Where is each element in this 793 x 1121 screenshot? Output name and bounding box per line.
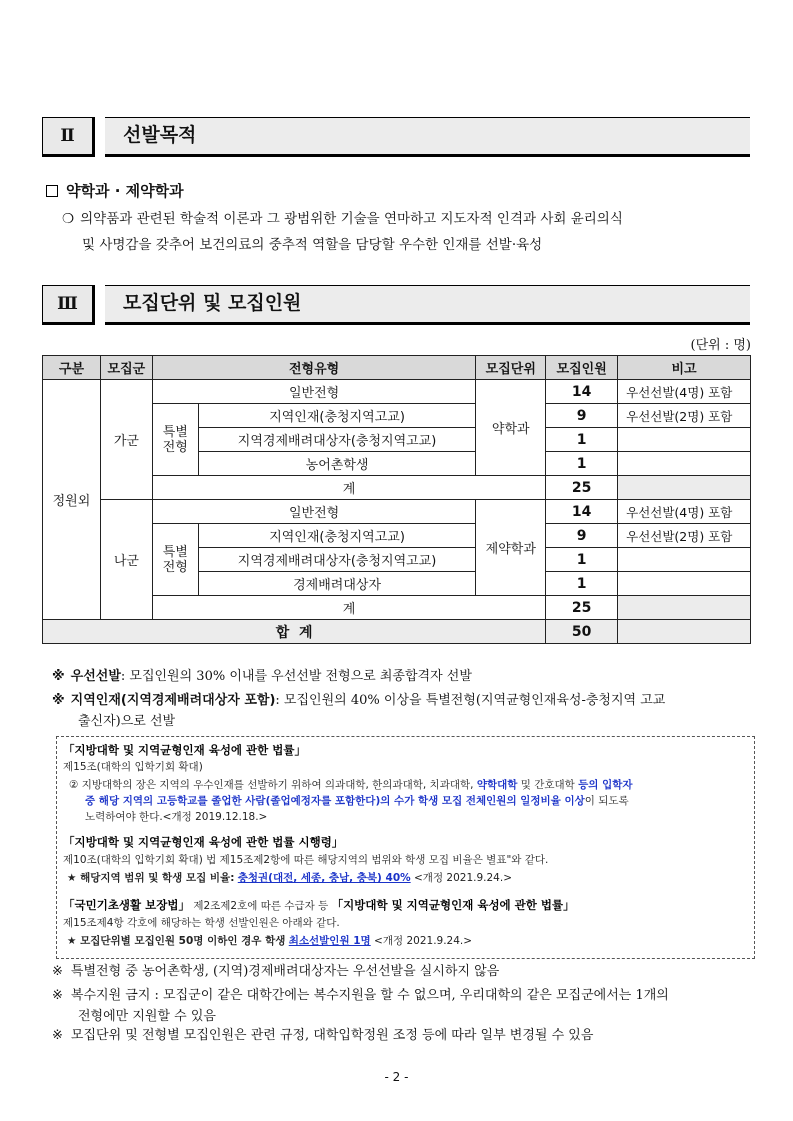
law2-star-line [67,871,512,885]
total-label: 합 계 [43,620,546,644]
law3-title-line [63,898,575,913]
note-bold: 우선선발 [70,669,121,684]
law1-title: 「지방대학 및 지역균형인재 육성에 관한 법률」 [63,743,306,757]
law1-paragraph-2 [85,794,629,808]
special-label-cell: 특별 전형 [152,404,198,476]
count-cell: 9 [546,524,618,548]
table-header-row [43,356,751,380]
total-note [618,620,751,644]
count-cell: 14 [546,380,618,404]
law2-star: ★ 해당지역 범위 및 학생 모집 비율: [67,872,235,884]
note-bold: 지역인재(지역경제배려대상자 포함) [70,693,276,708]
footer-note-text: 복수지원 금지 : 모집군이 같은 대학간에는 복수지원을 할 수 없으며, 우리대학의 같은 모집군에서는 1개의 [70,988,669,1003]
header-count: 모집인원 [546,356,618,380]
circle-bullet-icon: ❍ [62,211,75,227]
law1-article: 제15조(대학의 입학기회 확대) [63,761,203,773]
subtotal-count: 25 [546,596,618,620]
subtotal-label: 계 [152,476,545,500]
subtotal-label: 계 [152,596,545,620]
purpose-text [62,206,757,258]
law1-highlight: 등의 입학자 [578,779,633,791]
footer-note-text-cont: 전형에만 지원할 수 있음 [78,1009,216,1024]
unit-cell: 약학과 [476,380,546,476]
total-count: 50 [546,620,618,644]
checkbox-square-icon [46,185,58,197]
note-cell: 우선선발(4명) 포함 [618,500,751,524]
note-cell [618,452,751,476]
header-type: 전형유형 [152,356,475,380]
purpose-heading-text: 약학과 · 제약학과 [66,182,184,200]
law3-date: <개정 2021.9.24.> [374,935,473,947]
section-bar [105,117,750,157]
type-cell: 일반전형 [152,380,475,404]
footer-note-text: 특별전형 중 농어촌학생, (지역)경제배려대상자는 우선선발을 실시하지 않음 [70,964,500,979]
header-unit: 모집단위 [476,356,546,380]
law2-article: 제10조(대학의 입학기회 확대) 법 제15조제2항에 따른 해당지역의 범위와 학생 모집 비율은 별표"와 같다. [63,854,549,866]
special-label-cell: 특별 전형 [152,524,198,596]
type-cell: 지역경제배려대상자(충청지역고교) [198,548,476,572]
unit-label: (단위 : 명) [690,338,751,353]
unit-cell: 제약학과 [476,500,546,596]
note-cell [618,572,751,596]
type-cell: 지역인재(충청지역고교) [198,524,476,548]
law2-value: 충청권(대전, 세종, 충남, 충북) 40% [237,872,411,884]
reference-mark-icon: ※ [52,988,63,1003]
note-cell: 우선선발(2명) 포함 [618,524,751,548]
table-row [43,380,751,404]
note-cell: 우선선발(4명) 포함 [618,380,751,404]
law3-article: 제15조제4항 각호에 해당하는 학생 선발인원은 아래와 같다. [63,917,340,929]
reference-mark-icon: ※ [52,1028,63,1043]
section-header-2 [42,117,750,155]
total-row [43,620,751,644]
law1-highlight: 약학대학 [476,779,518,791]
law1-paragraph [69,778,633,792]
purpose-line1: 의약품과 관련된 학술적 이론과 그 광범위한 기술을 연마하고 지도자적 인격과 사회 윤리의식 [80,211,623,227]
type-cell: 경제배려대상자 [198,572,476,596]
footer-note-text: 모집단위 및 전형별 모집인원은 관련 규정, 대학입학정원 조정 등에 따라 일부 변경될 수 있음 [70,1028,594,1043]
note-regional [52,690,752,712]
type-cell: 일반전형 [152,500,475,524]
law2-date: <개정 2021.9.24.> [414,872,512,884]
count-cell: 1 [546,572,618,596]
law3-value: 최소선발인원 1명 [288,935,371,947]
header-note: 비고 [618,356,751,380]
subtotal-count: 25 [546,476,618,500]
reference-mark-icon: ※ [52,693,65,708]
section-number: Ⅲ [42,285,95,325]
note-text: : 모집인원의 30% 이내를 우선선발 전형으로 최종합격자 선발 [120,669,472,684]
purpose-line2: 및 사명감을 갖추어 보건의료의 중추적 역할을 담당할 우수한 인재를 선발·육성 [82,237,543,253]
note-cell: 우선선발(2명) 포함 [618,404,751,428]
subtotal-note [618,476,751,500]
note-text: : 모집인원의 40% 이상을 특별전형(지역균형인재육성-충청지역 고교 [275,693,666,708]
group-cell: 나군 [100,500,152,620]
table-row [43,500,751,524]
purpose-heading [46,180,184,201]
note-text-cont: 출신자)으로 선발 [78,714,176,729]
header-group: 모집군 [100,356,152,380]
type-cell: 농어촌학생 [198,452,476,476]
law3-title-b: 제2조제2호에 따른 수급자 등 [193,900,329,912]
footer-note-1 [52,961,499,983]
law1-text-c: 및 간호대학 [520,779,575,791]
law1-highlight: 중 해당 지역의 고등학교를 졸업한 사람(졸업예정자를 포함한다)의 수가 학생 모집 전체인원의 일정비율 이상 [85,795,585,807]
count-cell: 14 [546,500,618,524]
law3-star: ★ 모집단위별 모집인원 50명 이하인 경우 학생 [67,935,286,947]
count-cell: 1 [546,548,618,572]
law-reference-box [56,736,755,959]
group-cell: 가군 [100,380,152,500]
section-title: 모집단위 및 모집인원 [123,292,302,314]
law1-paragraph-3: 노력하여야 한다.<개정 2019.12.18.> [85,811,268,823]
division-cell: 정원외 [43,380,101,620]
law3-title-a: 「국민기초생활 보장법」 [63,898,190,912]
note-cell [618,428,751,452]
law2-title: 「지방대학 및 지역균형인재 육성에 관한 법률 시행령」 [63,835,344,849]
reference-mark-icon: ※ [52,964,63,979]
header-division: 구분 [43,356,101,380]
law3-star-line [67,934,472,948]
footer-note-2 [52,985,757,1007]
count-cell: 1 [546,452,618,476]
subtotal-note [618,596,751,620]
section-number: Ⅱ [42,117,95,157]
count-cell: 1 [546,428,618,452]
reference-mark-icon: ※ [52,669,65,684]
note-cell [618,548,751,572]
footer-note-3 [52,1025,593,1047]
note-priority [52,666,472,688]
law1-text-tail: 이 되도록 [584,795,629,807]
page-number: - 2 - [384,1070,409,1084]
law1-text-a: ② 지방대학의 장은 지역의 우수인재를 선발하기 위하여 의과대학, 한의과대학, 치과대학, [69,779,474,791]
count-cell: 9 [546,404,618,428]
admission-table [42,355,751,644]
section-header-3 [42,285,750,323]
type-cell: 지역인재(충청지역고교) [198,404,476,428]
section-title: 선발목적 [123,124,197,146]
law3-title-c: 「지방대학 및 지역균형인재 육성에 관한 법률」 [331,898,575,912]
type-cell: 지역경제배려대상자(충청지역고교) [198,428,476,452]
